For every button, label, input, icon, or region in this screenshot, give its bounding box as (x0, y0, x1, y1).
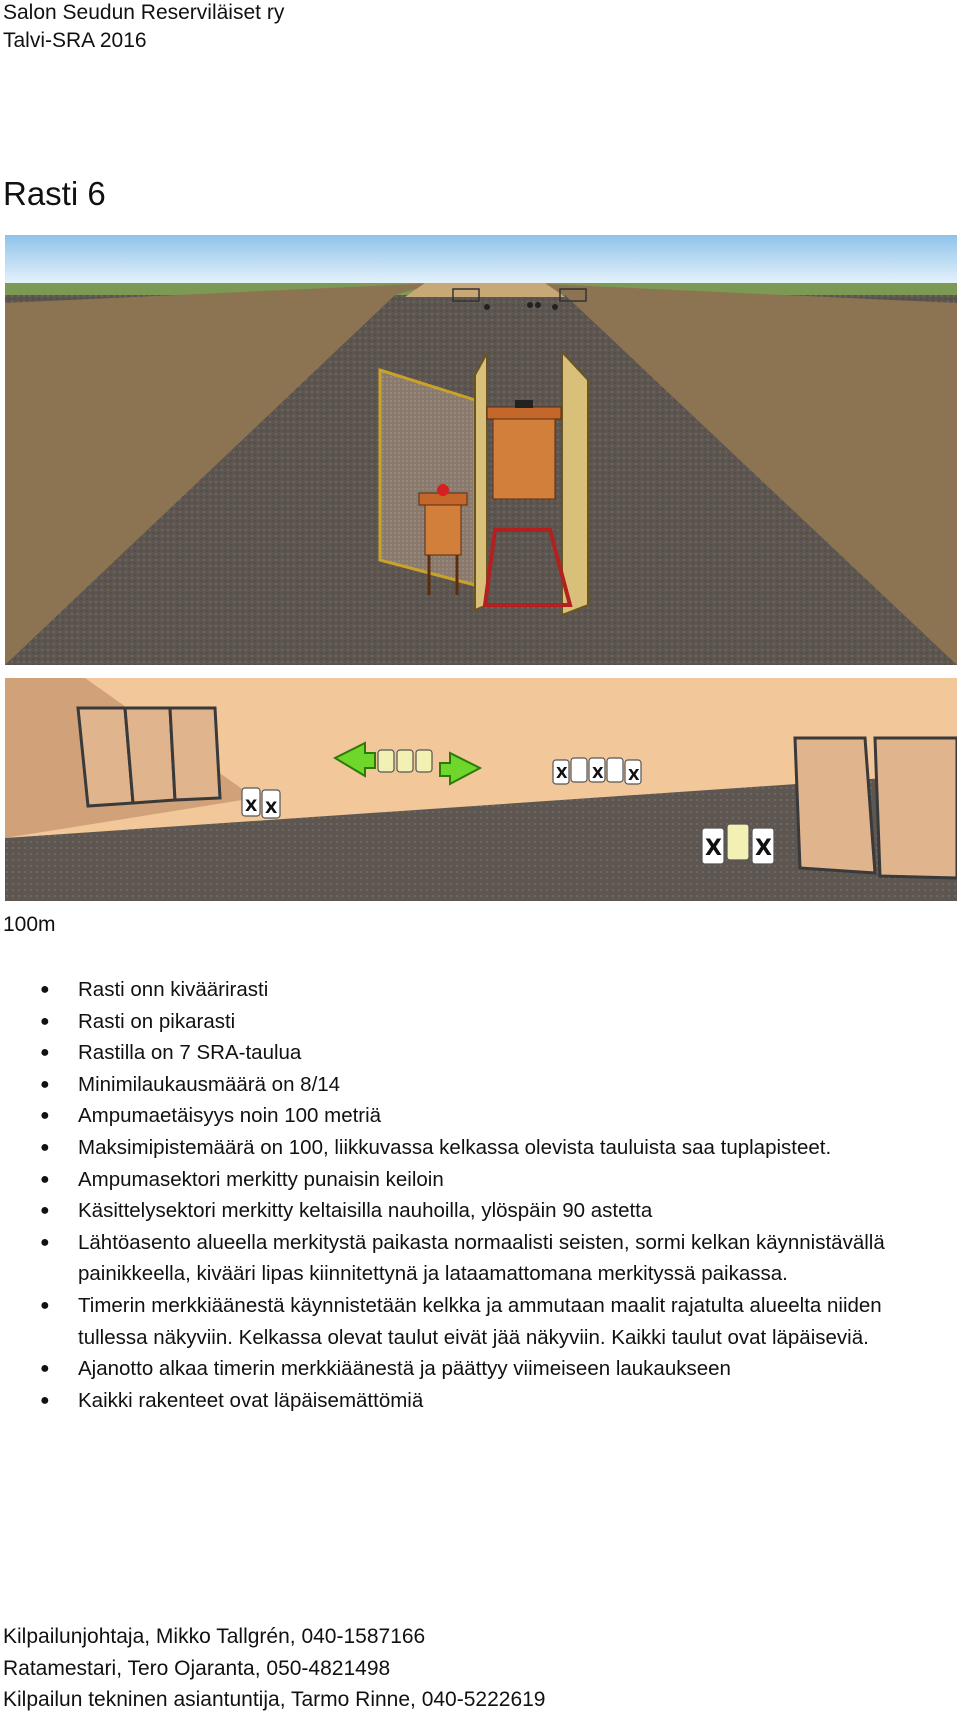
rule-item (0, 1353, 918, 1385)
rule-text: Ampumasektori merkitty punaisin keiloin (78, 1167, 444, 1191)
bullet-icon: ● (40, 1202, 50, 1220)
event-name: Talvi-SRA 2016 (3, 29, 147, 52)
range-overview-drawing (5, 235, 957, 665)
bullet-icon: ● (40, 1233, 50, 1251)
rule-text: Rasti onn kiväärirasti (78, 978, 269, 1001)
rule-text: Minimilaukausmäärä on 8/14 (78, 1072, 341, 1096)
footer-technical-expert: Kilpailun tekninen asiantuntija, Tarmo Rinne, 040-5222619 (3, 1688, 546, 1711)
right-wall-panel (562, 352, 588, 615)
bullet-icon: ● (40, 1012, 50, 1030)
rule-text: Maksimipistemäärä on 100, liikkuvassa kelkassa olevista tauluista saa tuplapisteet. (78, 1135, 832, 1159)
svg-text:X: X (628, 766, 640, 784)
left-frames (78, 708, 220, 806)
range-overview-image (5, 235, 957, 665)
rule-item (0, 1037, 918, 1069)
rule-text: Rasti on pikarasti (78, 1009, 236, 1033)
backstop (405, 283, 565, 297)
bullet-icon: ● (40, 1296, 50, 1314)
rules-list (0, 974, 960, 1416)
bullet-icon: ● (40, 981, 50, 998)
rule-text: Lähtöasento alueella merkitystä paikasta normaalisti seisten, sormi kelkan käynnistävällä painikkeella, kivääri lipas kiinnitettynä ja lataamattomana merkityssä paikassa. (78, 1230, 885, 1286)
target-layout-image (5, 678, 957, 901)
rule-item (0, 1385, 918, 1417)
organization-name: Salon Seudun Reserviläiset ry (3, 1, 285, 24)
rule-text: Ampumaetäisyys noin 100 metriä (78, 1104, 382, 1128)
rule-item (0, 1195, 918, 1227)
rule-text: Timerin merkkiäänestä käynnistetään kelkka ja ammutaan maalit rajatulta alueelta niiden tullessa näkyviin. Kelkassa olevat taulut eivät jää näkyviin. Kaikki taulut ovat läpäiseviä. (78, 1293, 882, 1349)
rule-item (0, 1290, 918, 1353)
bullet-icon: ● (40, 1138, 50, 1156)
svg-text:X: X (705, 836, 722, 861)
page-title: Rasti 6 (3, 175, 106, 212)
rule-text: Rastilla on 7 SRA-taulua (78, 1041, 302, 1065)
sled-targets (378, 750, 432, 772)
start-button-icon (437, 484, 449, 496)
svg-text:X: X (245, 796, 258, 815)
rule-item (0, 1227, 918, 1290)
rule-item (0, 1132, 918, 1164)
bullet-icon: ● (40, 1170, 50, 1188)
footer-range-master: Ratamestari, Tero Ojaranta, 050-4821498 (3, 1656, 391, 1680)
svg-text:X: X (265, 798, 278, 817)
bullet-icon: ● (40, 1107, 50, 1125)
rule-item (0, 1069, 918, 1101)
contact-footer (3, 1621, 545, 1716)
target-layout-drawing (5, 678, 957, 901)
svg-text:X: X (556, 764, 568, 782)
center-wall-panel-left (475, 353, 487, 610)
rule-item (0, 1164, 918, 1196)
distance-label: 100m (3, 913, 56, 936)
bullet-icon: ● (40, 1075, 50, 1093)
back-table-body (493, 419, 555, 499)
sky (5, 235, 957, 283)
rule-text: Käsittelysektori merkitty keltaisilla nauhoilla, ylöspäin 90 astetta (78, 1199, 653, 1223)
footer-director: Kilpailunjohtaja, Mikko Tallgrén, 040-1587166 (3, 1625, 426, 1648)
back-table-top (487, 407, 561, 419)
rule-item (0, 974, 918, 1006)
rule-item (0, 1006, 918, 1038)
svg-text:X: X (592, 764, 604, 782)
bullet-icon: ● (40, 1391, 50, 1409)
svg-text:X: X (755, 836, 772, 861)
rule-text: Ajanotto alkaa timerin merkkiäänestä ja päättyy viimeiseen laukaukseen (78, 1357, 731, 1381)
bullet-icon: ● (40, 1360, 50, 1378)
rule-item (0, 1100, 918, 1132)
bullet-icon: ● (40, 1044, 50, 1062)
front-table-body (425, 505, 461, 555)
rifle-on-table (515, 400, 533, 408)
rule-text: Kaikki rakenteet ovat läpäisemättömiä (78, 1388, 424, 1412)
